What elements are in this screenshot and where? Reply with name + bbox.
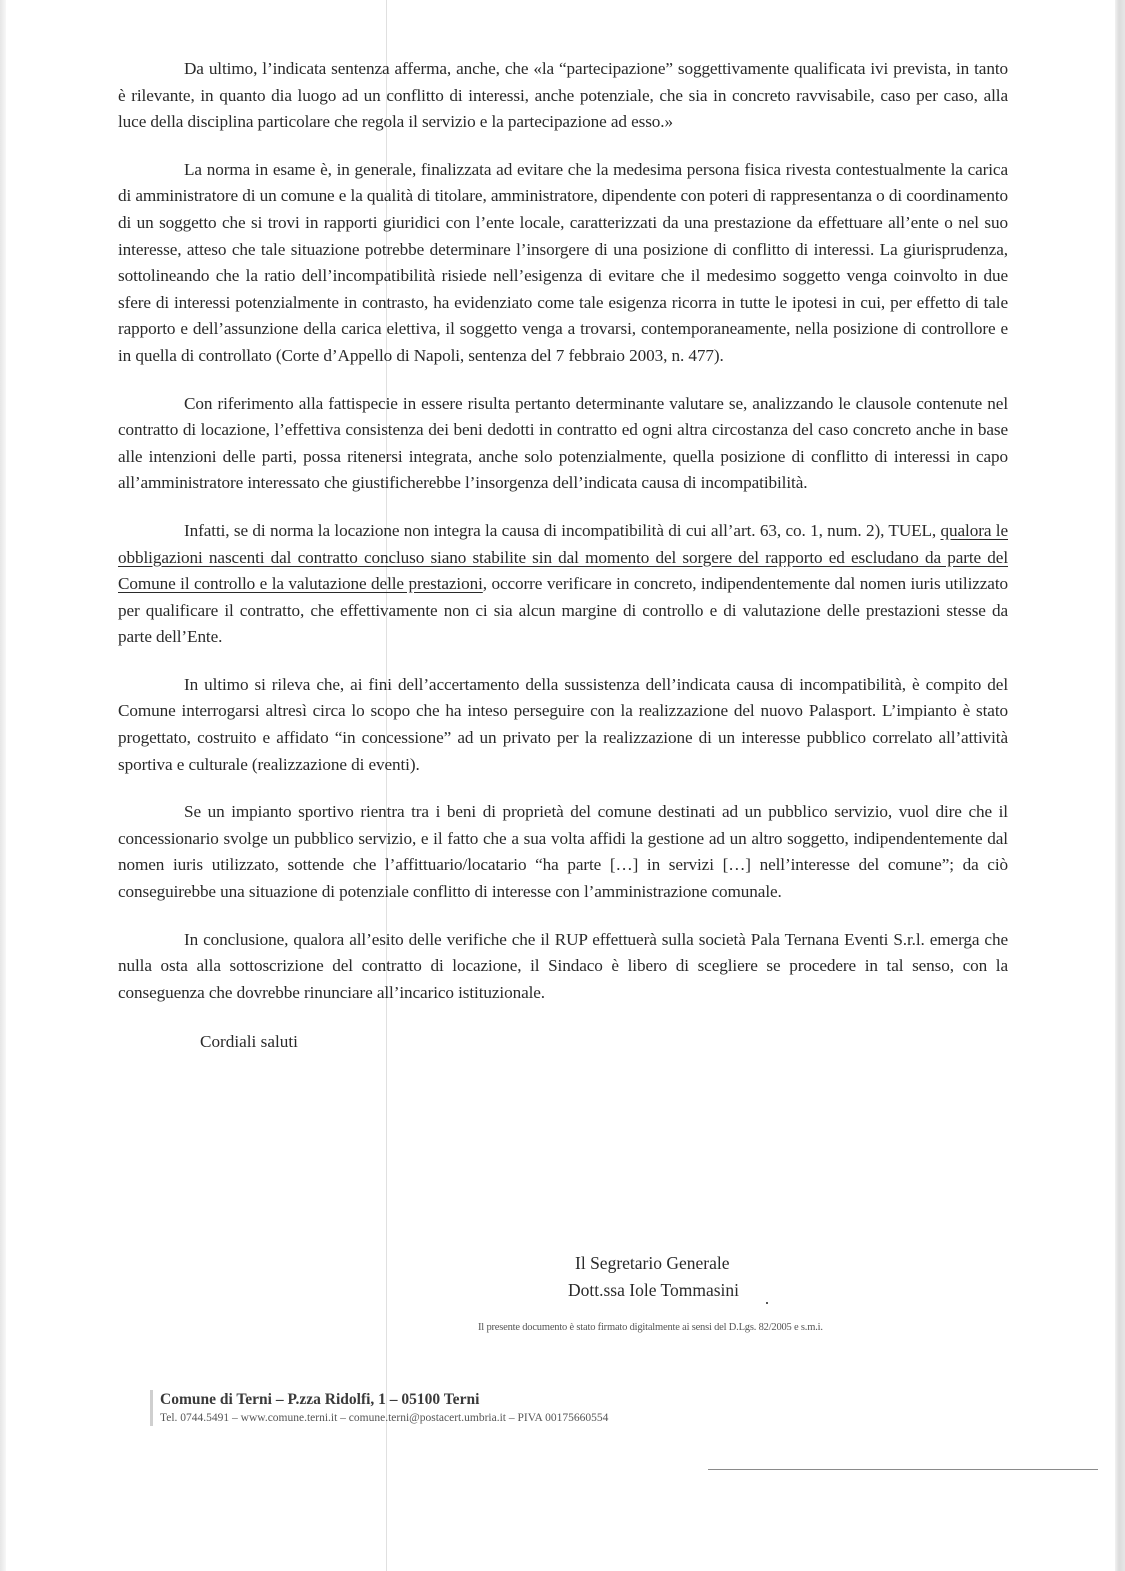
paragraph-text: Infatti, se di norma la locazione non integra la causa di incompatibilità di cui all’art. 63, co. 1, num. 2), TUEL, [184,520,941,540]
closing-salutation: Cordiali saluti [200,1032,298,1052]
paragraph-text: La norma in esame è, in generale, finalizzata ad evitare che la medesima persona fisica rivesta contestualmente la carica di amministratore di un comune e la qualità di titolare, amministratore, dipendente con poteri di rappresentanza o di coordinamento di un soggetto che si trovi in rapporti giuridici con l’ente locale, caratterizzati da una prestazione da effettuare all’ente o nel suo interesse, atteso che tale situazione potrebbe determinare l’insorgere di una posizione di conflitto di interessi. La giurisprudenza, sottolineando che la ratio dell’incompatibilità risiede nell’esigenza di evitare che il medesimo soggetto venga coinvolto in due sfere di interessi potenzialmente in contrasto, ha evidenziato come tale esigenza ricorra in tutte le ipotesi in cui, per effetto di tale rapporto e dell’assunzione della carica elettiva, il soggetto venga a trovarsi, contemporaneamente, nella posizione di controllore e in quella di controllato (Corte d’Appello di Napoli, sentenza del 7 febbraio 2003, n. 477). [118,159,1008,365]
document-body [118,56,1008,1052]
scan-left-edge [0,0,6,1571]
signature-block [568,1250,740,1304]
paragraph-text: Con riferimento alla fattispecie in essere risulta pertanto determinante valutare se, analizzando le clausole contenute nel contratto di locazione, l’effettiva consistenza dei beni dedotti in contratto ed ogni altra circostanza del caso concreto anche in base alle intenzioni delle parti, possa ritenersi integrata, anche solo potenzialmente, quella posizione di conflitto di interessi in capo all’amministratore interessato che giustificherebbe l’insorgenza dell’indicata causa di incompatibilità. [118,393,1008,493]
paragraph [118,157,1008,370]
signatory-name: Dott.ssa Iole Tommasini [568,1280,740,1300]
paragraph-text: Se un impianto sportivo rientra tra i beni di proprietà del comune destinati ad un pubblico servizio, vuol dire che il concessionario svolge un pubblico servizio, e il fatto che a sua volta affidi la gestione ad un altro soggetto, indipendentemente dal nomen iuris utilizzato, sottende che l’affittuario/locatario “ha parte […] in servizi […] nell’interesse del comune”; da ciò conseguirebbe una situazione di potenziale conflitto di interesse con l’amministrazione comunale. [118,802,1008,902]
scan-right-edge [1115,0,1125,1571]
paragraph [118,518,1008,651]
signature-mark [766,1302,768,1304]
paragraph [118,799,1008,905]
digital-signature-note: Il presente documento è stato firmato digitalmente ai sensi del D.Lgs. 82/2005 e s.m.i. [478,1322,823,1333]
footer-address: Comune di Terni – P.zza Ridolfi, 1 – 05100 Terni [160,1391,480,1408]
paragraph [118,391,1008,497]
footer-contacts: Tel. 0744.5491 – www.comune.terni.it – comune.terni@postacert.umbria.it – PIVA 00175660554 [160,1412,609,1424]
signatory-title: Il Segretario Generale [575,1253,730,1273]
paragraph-text: , occorre verificare in concreto, indipendentemente dal nomen iuris utilizzato per qualificare il contratto, che effettivamente non ci sia alcun margine di controllo e di valutazione delle prestazioni stesse da parte dell’Ente. [118,574,1008,647]
paragraph [118,672,1008,778]
paragraphs-container [118,56,1008,1006]
paragraph [118,56,1008,136]
letterhead-footer [150,1390,608,1426]
paragraph [118,927,1008,1007]
underlined-text: qualora le obbligazioni nascenti dal contratto concluso siano stabilite sin dal momento del sorgere del rapporto ed escludano da parte del Comune il controllo e la valutazione delle prestazioni [118,520,1008,594]
paragraph-text: Da ultimo, l’indicata sentenza afferma, anche, che «la “partecipazione” soggettivamente qualificata ivi prevista, in tanto è rilevante, in quanto dia luogo ad un conflitto di interessi, anche potenziale, che sia in concreto ravvisabile, caso per caso, alla luce della disciplina particolare che regola il servizio e la partecipazione ad esso.» [118,59,1008,132]
paragraph-text: In conclusione, qualora all’esito delle verifiche che il RUP effettuerà sulla società Pala Ternana Eventi S.r.l. emerga che nulla osta alla sottoscrizione del contratto di locazione, il Sindaco è libero di scegliere se procedere in tal senso, con la conseguenza che dovrebbe rinunciare all’incarico istituzionale. [118,929,1008,1002]
bottom-rule-divider [708,1469,1098,1470]
paragraph-text: In ultimo si rileva che, ai fini dell’accertamento della sussistenza dell’indicata causa di incompatibilità, è compito del Comune interrogarsi altresì circa lo scopo che ha inteso perseguire con la realizzazione del nuovo Palasport. L’impianto è stato progettato, costruito e affidato “in concessione” ad un privato per la realizzazione di un interesse pubblico correlato all’attività sportiva e culturale (realizzazione di eventi). [118,674,1008,774]
